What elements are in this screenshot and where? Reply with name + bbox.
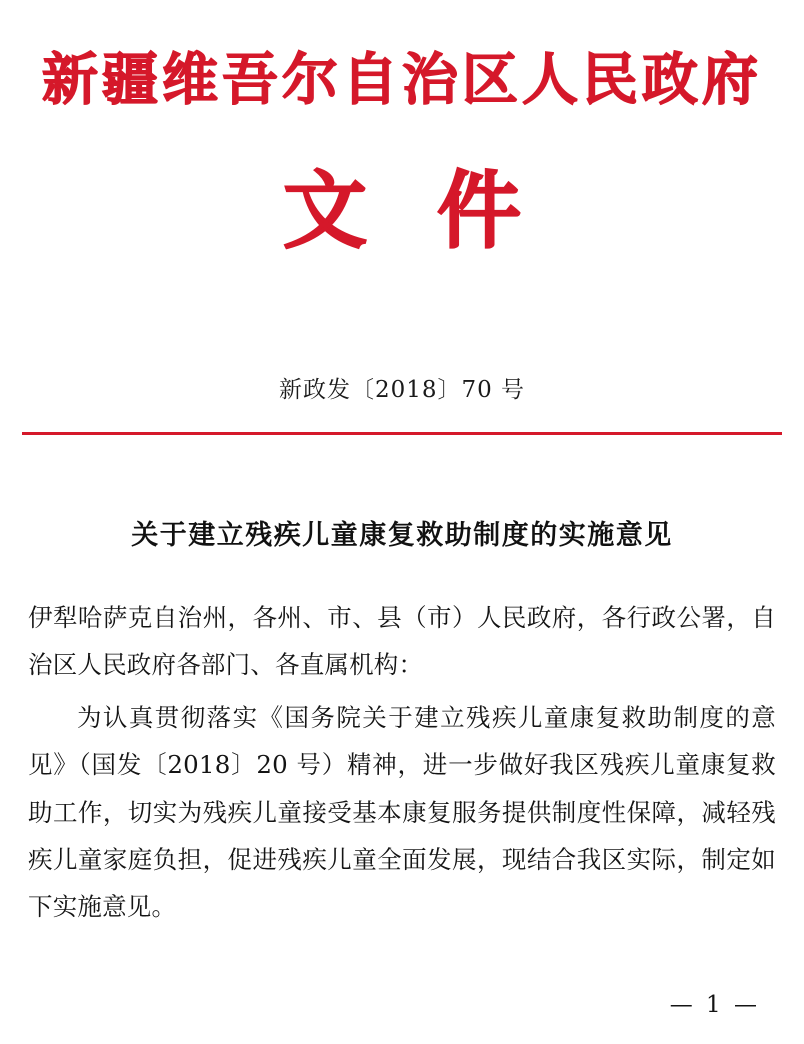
body-paragraph-1: 为认真贯彻落实《国务院关于建立残疾儿童康复救助制度的意见》（国发〔2018〕20 号）精神，进一步做好我区残疾儿童康复救助工作，切实为残疾儿童接受基本康复服务提供制度性保障，减轻残疾儿童家庭负担，促进残疾儿童全面发展，现结合我区实际，制定如下实施意见。: [28, 703, 776, 921]
page-title: 关于建立残疾儿童康复救助制度的实施意见: [131, 520, 673, 552]
document-body: [0, 513, 804, 929]
document-number: 新政发〔2018〕70 号: [278, 377, 526, 404]
document-word-heading: 文件: [282, 161, 591, 261]
red-divider-rule: [22, 432, 782, 435]
page-number: — 1 —: [669, 992, 760, 1018]
issuing-authority-heading: 新疆维吾尔自治区人民政府: [42, 47, 762, 113]
recipients-paragraph: 伊犁哈萨克自治州，各州、市、县（市）人民政府，各行政公署，自治区人民政府各部门、各直属机构：: [28, 603, 776, 680]
masthead: [0, 0, 804, 263]
